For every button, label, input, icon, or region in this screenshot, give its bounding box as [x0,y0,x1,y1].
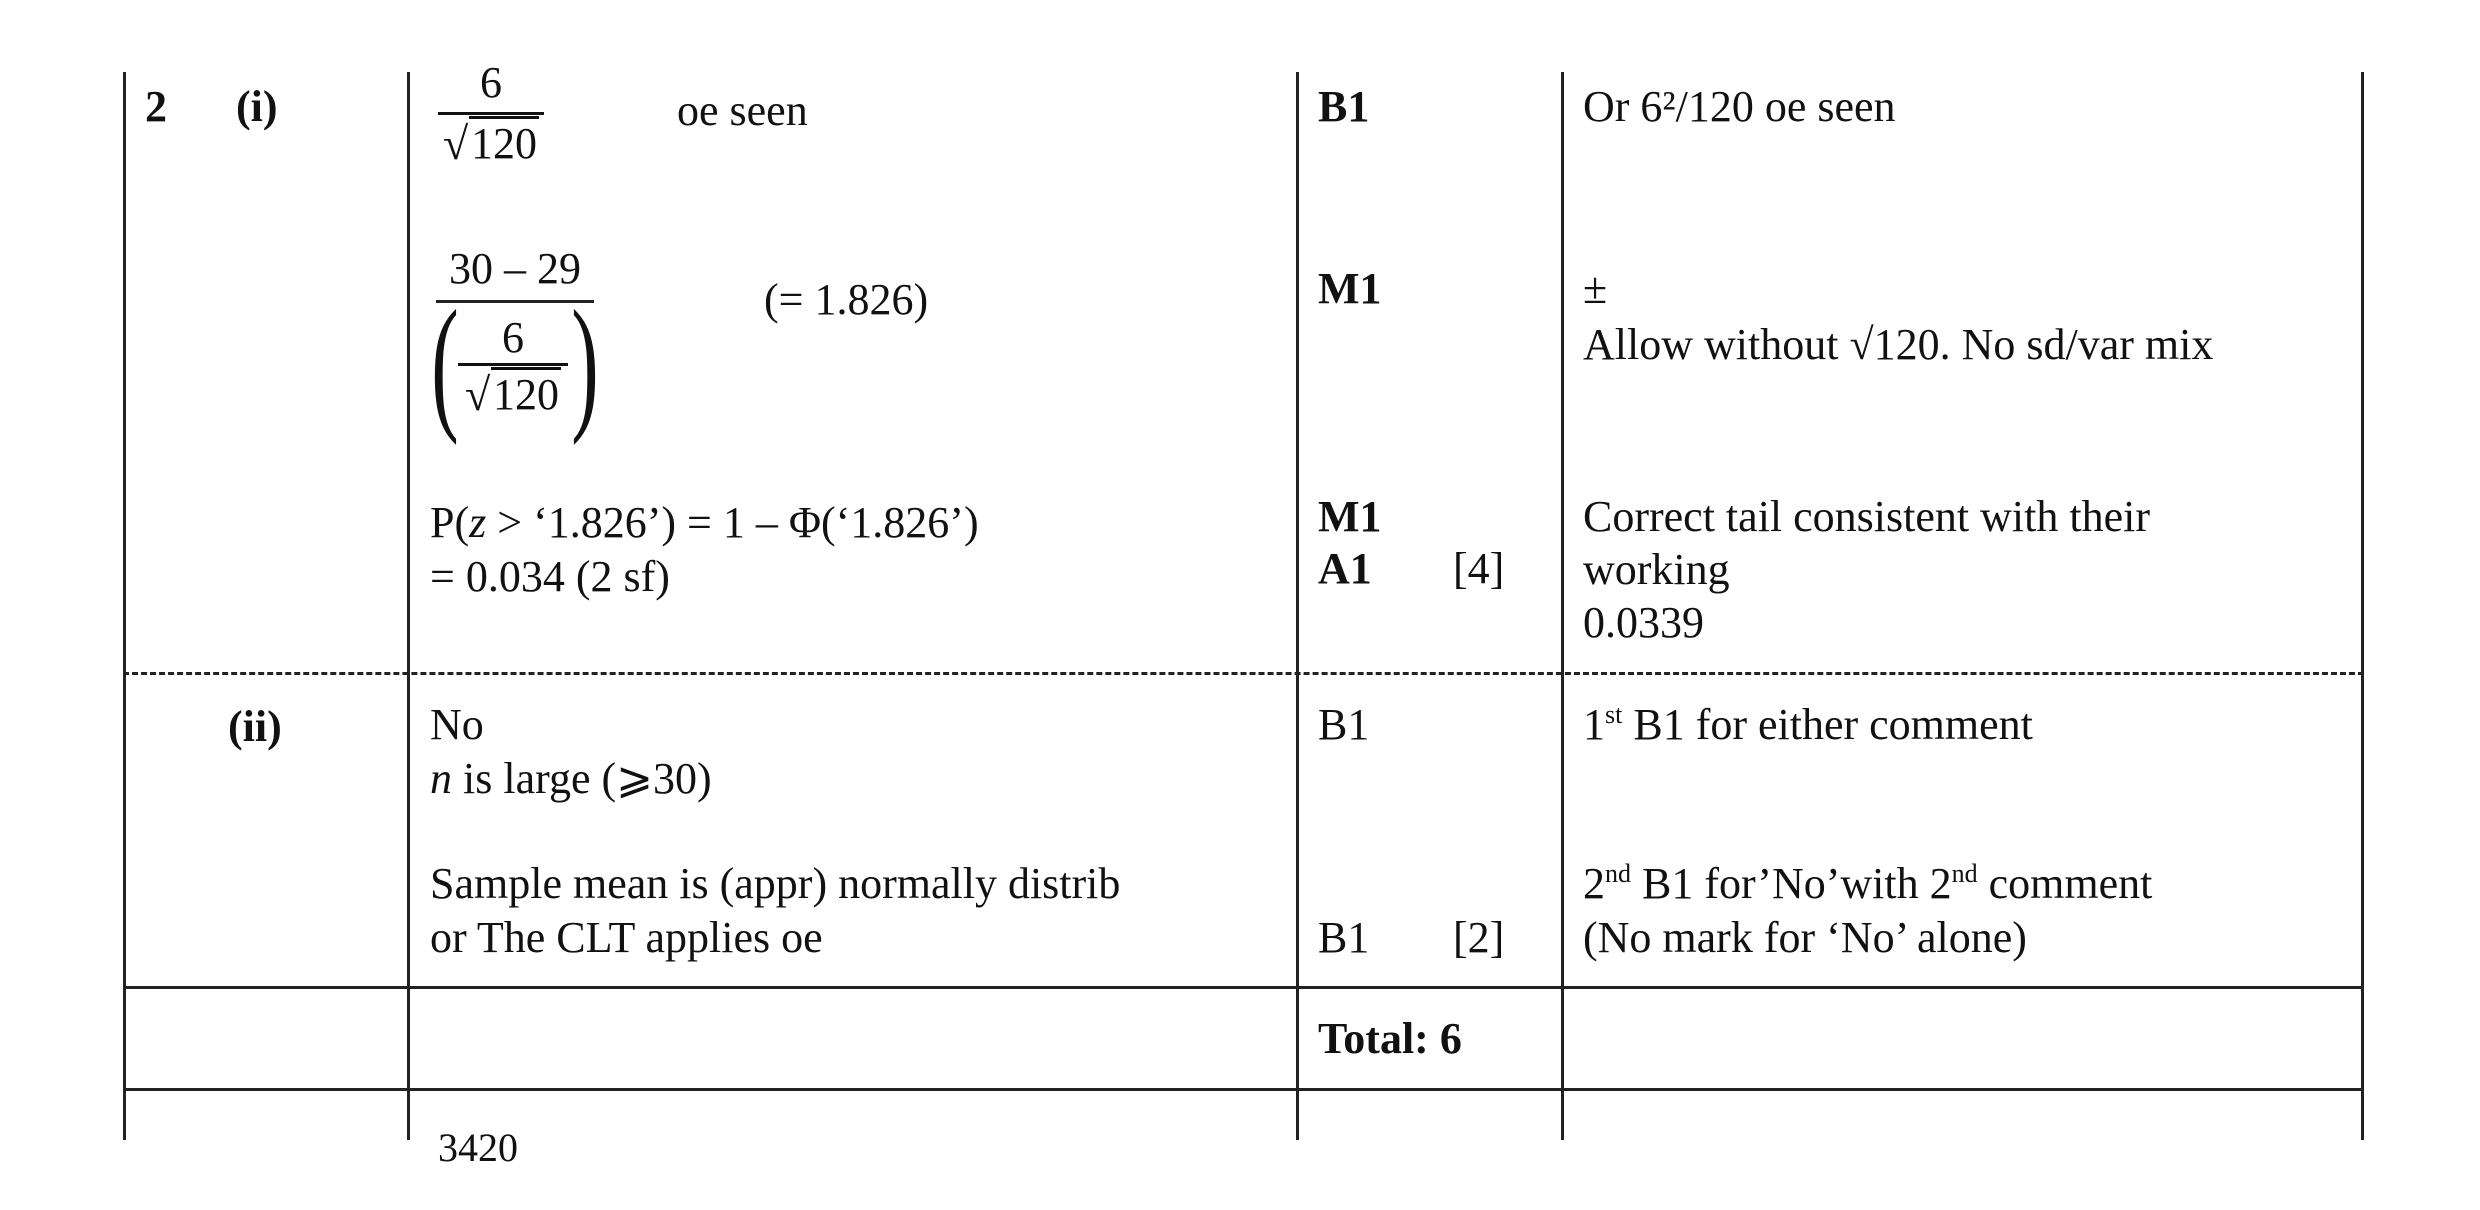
question-number: 2 [145,82,167,131]
inner-fraction: 6 √ 120 [458,313,568,420]
part-ii-label: (ii) [228,702,282,751]
table-border-right [2361,72,2364,1140]
next-row-partial-number: 3420 [438,1125,518,1170]
column-divider-answer [407,72,410,1140]
left-parenthesis: ( [431,280,459,446]
part-divider-dashed [123,672,2364,675]
step1-mark: B1 [1318,82,1370,131]
step3-guidance-line2: working [1583,545,1730,594]
question-total: Total: 6 [1318,1014,1462,1063]
part-i-label: (i) [236,82,278,131]
step1-note: oe seen [677,86,808,135]
part-ii-guidance1: 1st B1 for either comment [1583,700,2033,749]
part-ii-answer-line4: or The CLT applies oe [430,913,823,962]
right-parenthesis: ) [571,280,599,446]
part-ii-total: [2] [1453,913,1505,962]
step3-mark-m1: M1 [1318,492,1382,541]
step2-value: (= 1.826) [764,275,929,324]
part-ii-mark2: B1 [1318,913,1370,962]
variable-z: z [469,498,487,547]
sqrt-symbol: √ [465,369,491,420]
step3-guidance-line1: Correct tail consistent with their [1583,492,2150,541]
part-ii-answer-line2: n is large (⩾30) [430,754,712,803]
row-divider-total [123,986,2364,989]
step3-probability-line: P(z > ‘1.826’) = 1 – Φ(‘1.826’) [430,498,979,547]
next-row-clip [430,1105,630,1170]
row-divider-next [123,1088,2364,1091]
standardised-numerator: 30 – 29 [449,244,581,293]
variable-n: n [430,754,452,803]
inner-numerator: 6 [502,313,524,362]
part-i-total: [4] [1453,544,1505,593]
step3-answer: = 0.034 (2 sf) [430,552,670,601]
step2-guidance-plusminus: ± [1583,264,1608,313]
table-border-left [123,72,126,1140]
sqrt-symbol: √ [443,118,469,169]
fraction-six-over-root120: 6 √ 120 [438,62,544,169]
fraction-numerator: 6 [480,58,502,107]
part-ii-answer-line1: No [430,700,484,749]
step2-guidance: Allow without √120. No sd/var mix [1583,320,2214,369]
part-ii-answer-line3: Sample mean is (appr) normally distrib [430,859,1121,908]
step3-mark-a1: A1 [1318,544,1372,593]
step2-mark: M1 [1318,264,1382,313]
column-divider-guidance [1561,72,1564,1140]
step1-guidance: Or 6²/120 oe seen [1583,82,1896,131]
part-ii-guidance3: (No mark for ‘No’ alone) [1583,913,2027,962]
part-ii-guidance2: 2nd B1 for’No’with 2nd comment [1583,859,2153,908]
part-ii-mark1: B1 [1318,700,1370,749]
column-divider-marks [1296,72,1299,1140]
step3-guidance-line3: 0.0339 [1583,598,1704,647]
